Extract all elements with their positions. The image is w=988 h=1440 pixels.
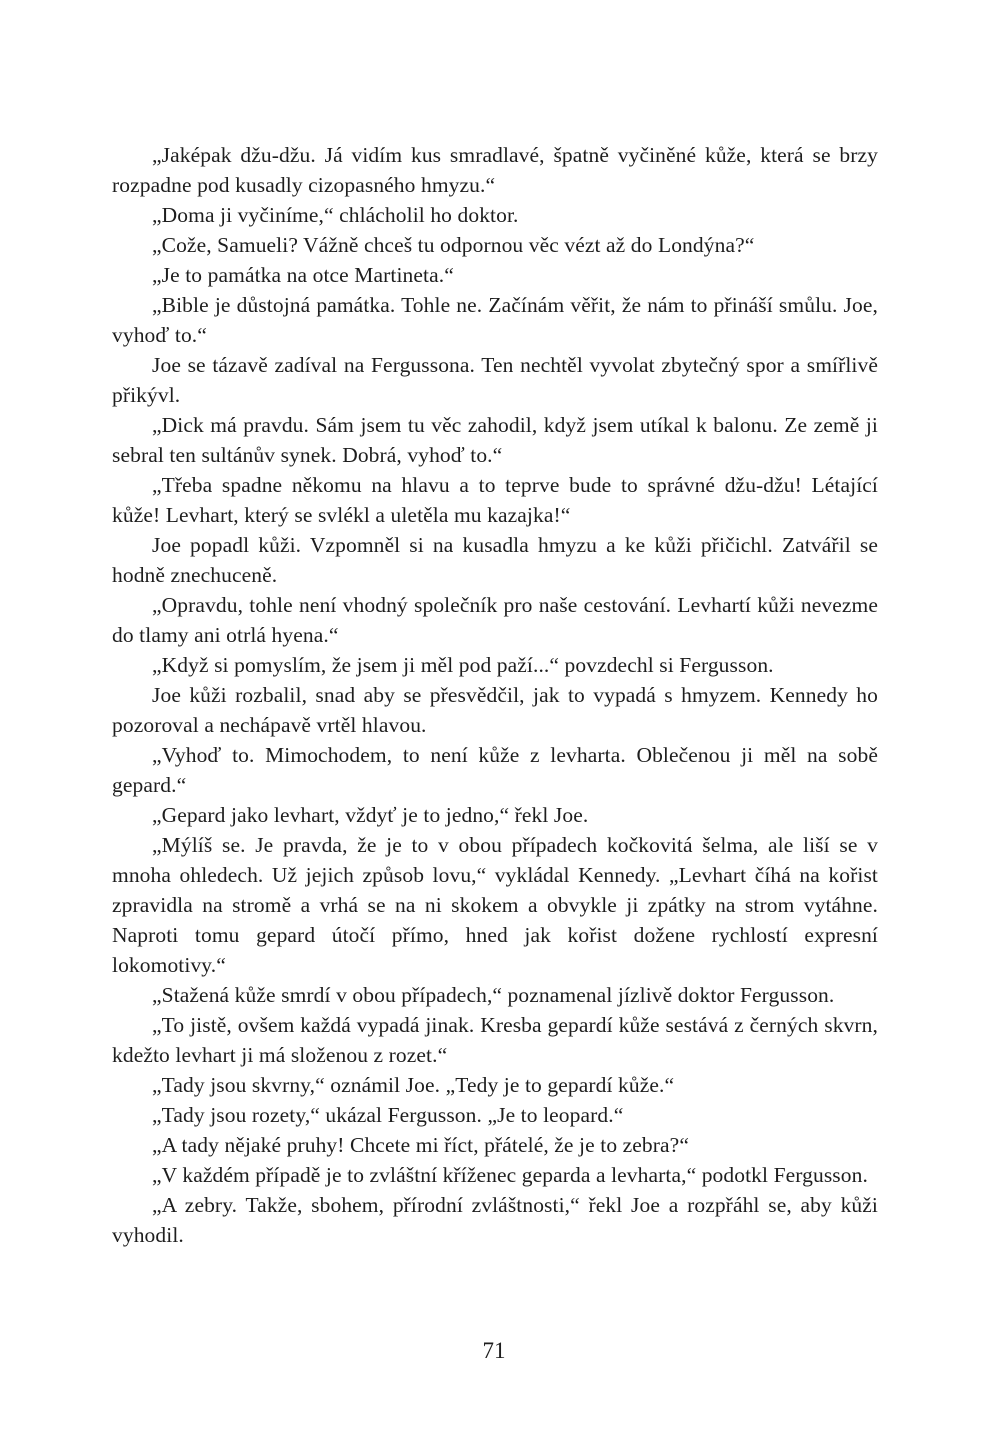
paragraph: „Tady jsou skvrny,“ oznámil Joe. „Tedy je to gepardí kůže.“: [152, 1073, 675, 1097]
paragraph: „Když si pomyslím, že jsem ji měl pod paží...“ povzdechl si Fergusson.: [152, 653, 774, 677]
paragraph: „To jistě, ovšem každá vypadá jinak. Kresba gepardí kůže sestává z černých skvrn, kdežto levhart ji má složenou z rozet.“: [112, 1013, 878, 1067]
paragraph: „Tady jsou rozety,“ ukázal Fergusson. „Je to leopard.“: [152, 1103, 624, 1127]
paragraph: „Cože, Samueli? Vážně chceš tu odpornou věc vézt až do Londýna?“: [152, 233, 755, 257]
page-number: 71: [482, 1338, 506, 1363]
paragraph: „Opravdu, tohle není vhodný společník pro naše cestování. Levhartí kůži nevezme do tlamy ani otrlá hyena.“: [112, 593, 878, 647]
paragraph: „Třeba spadne někomu na hlavu a to teprve bude to správné džu-džu! Létající kůže! Levhart, který se svlékl a uletěla mu kazajka!“: [112, 473, 878, 527]
paragraph: „A zebry. Takže, sbohem, přírodní zvláštnosti,“ řekl Joe a rozpřáhl se, aby kůži vyhodil.: [112, 1193, 878, 1247]
paragraph: „Bible je důstojná památka. Tohle ne. Začínám věřit, že nám to přináší smůlu. Joe, vyhoď to.“: [112, 293, 878, 347]
page-text: [112, 140, 878, 1250]
paragraph: „A tady nějaké pruhy! Chcete mi říct, přátelé, že je to zebra?“: [152, 1133, 689, 1157]
paragraph: „Stažená kůže smrdí v obou případech,“ poznamenal jízlivě doktor Fergusson.: [152, 983, 835, 1007]
paragraph: „Doma ji vyčiníme,“ chlácholil ho doktor.: [152, 203, 519, 227]
paragraph: „Jaképak džu-džu. Já vidím kus smradlavé, špatně vyčiněné kůže, která se brzy rozpadne pod kusadly cizopasného hmyzu.“: [112, 143, 878, 197]
paragraph: „Gepard jako levhart, vždyť je to jedno,“ řekl Joe.: [152, 803, 589, 827]
paragraph: „Mýlíš se. Je pravda, že je to v obou případech kočkovitá šelma, ale liší se v mnoha ohledech. Už jejich způsob lovu,“ vykládal Kennedy. „Levhart číhá na kořist zpravidla na stromě a vrhá se na ni skokem a obvykle ji zpátky na strom vytáhne. Naproti tomu gepard útočí přímo, hned jak kořist dožene rychlostí expresní lokomotivy.“: [112, 833, 878, 977]
paragraph: „Vyhoď to. Mimochodem, to není kůže z levharta. Oblečenou ji měl na sobě gepard.“: [112, 743, 878, 797]
paragraph: Joe popadl kůži. Vzpomněl si na kusadla hmyzu a ke kůži přičichl. Zatvářil se hodně znechuceně.: [112, 533, 878, 587]
paragraph: Joe kůži rozbalil, snad aby se přesvědčil, jak to vypadá s hmyzem. Kennedy ho pozoroval a nechápavě vrtěl hlavou.: [112, 683, 878, 737]
paragraph: „V každém případě je to zvláštní kříženec geparda a levharta,“ podotkl Fergusson.: [152, 1163, 868, 1187]
paragraph: „Dick má pravdu. Sám jsem tu věc zahodil, když jsem utíkal k balonu. Ze země ji sebral ten sultánův synek. Dobrá, vyhoď to.“: [112, 413, 878, 467]
paragraph: „Je to památka na otce Martineta.“: [152, 263, 454, 287]
paragraph: Joe se tázavě zadíval na Fergussona. Ten nechtěl vyvolat zbytečný spor a smířlivě přikývl.: [112, 353, 878, 407]
